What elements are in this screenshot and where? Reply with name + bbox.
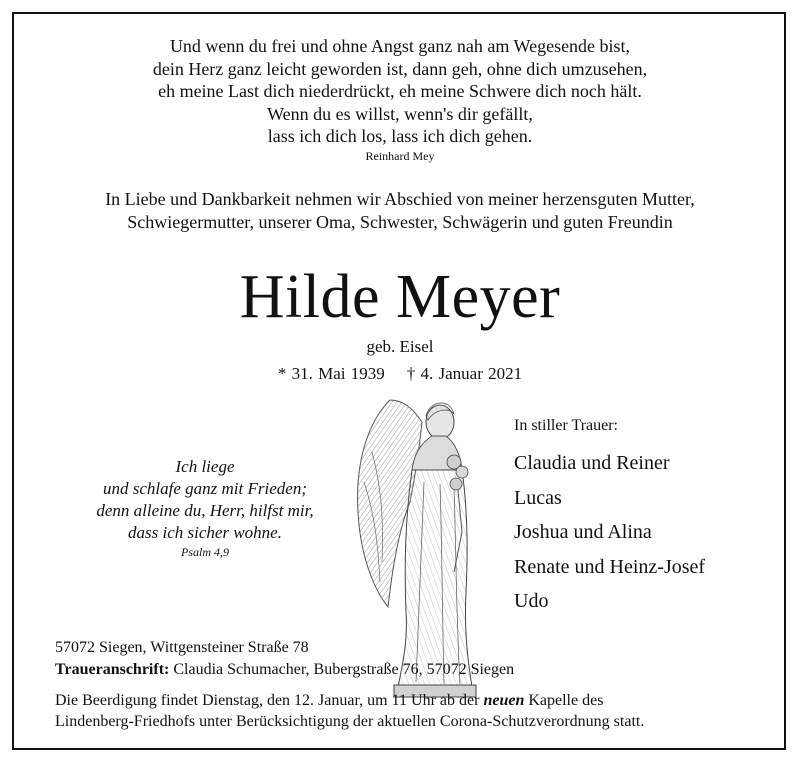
intro-line: In Liebe und Dankbarkeit nehmen wir Abschied von meiner herzensguten Mutter, <box>105 189 695 209</box>
funeral-text: Die Beerdigung findet Dienstag, den 12. Januar, um 11 Uhr ab der <box>55 692 480 709</box>
poem-line: Wenn du es willst, wenn's dir gefällt, <box>267 103 533 124</box>
funeral-line <box>55 690 775 711</box>
death-date: † 4. Januar 2021 <box>406 364 523 383</box>
funeral-info <box>55 690 775 732</box>
poem-line: lass ich dich los, lass ich dich gehen. <box>267 126 533 146</box>
psalm-line: Ich liege <box>175 457 235 476</box>
mourning-address <box>55 659 775 681</box>
poem-line: eh meine Last dich niederdrückt, eh meine Schwere dich noch hält. <box>158 81 642 101</box>
intro-line: Schwiegermutter, unserer Oma, Schwester, Schwägerin und guten Freundin <box>127 211 673 232</box>
psalm-line: und schlafe ganz mit Frieden; <box>103 479 307 498</box>
psalm-reference: Psalm 4,9 <box>181 545 229 559</box>
mourning-address-label: Traueranschrift: <box>55 661 170 678</box>
mourners-lead: In stiller Trauer: <box>514 417 618 434</box>
poem <box>0 35 800 164</box>
funeral-text: Kapelle des <box>528 692 604 709</box>
poem-line: dein Herz ganz leicht geworden ist, dann geh, ohne dich umzusehen, <box>152 58 648 79</box>
poem-author: Reinhard Mey <box>365 148 435 163</box>
intro-text <box>0 188 800 233</box>
mourner-name: Claudia und Reiner <box>514 452 670 474</box>
residence-address: 57072 Siegen, Wittgensteiner Straße 78 <box>55 639 309 656</box>
poem-line: Und wenn du frei und ohne Angst ganz nah am Wegesende bist, <box>169 36 631 56</box>
psalm-quote <box>70 456 340 560</box>
mourner-name: Lucas <box>514 486 562 509</box>
funeral-line: Lindenberg-Friedhofs unter Berücksichtigung der aktuellen Corona-Schutzverordnung statt. <box>55 713 645 730</box>
mourning-address-value: Claudia Schumacher, Bubergstraße 76, 57072 Siegen <box>173 661 515 678</box>
mourners-list <box>514 416 784 619</box>
psalm-line: denn alleine du, Herr, hilfst mir, <box>96 501 314 520</box>
birth-date: * 31. Mai 1939 <box>277 364 385 383</box>
address-block <box>55 637 775 681</box>
mourner-name: Udo <box>514 590 549 612</box>
funeral-emphasis: neuen <box>483 692 525 709</box>
psalm-line: dass ich sicher wohne. <box>128 523 282 542</box>
mourner-name: Renate und Heinz-Josef <box>514 555 706 578</box>
maiden-name: geb. Eisel <box>366 337 434 356</box>
mourner-name: Joshua und Alina <box>514 521 652 543</box>
life-dates <box>0 364 800 384</box>
deceased-name: Hilde Meyer <box>239 263 561 331</box>
